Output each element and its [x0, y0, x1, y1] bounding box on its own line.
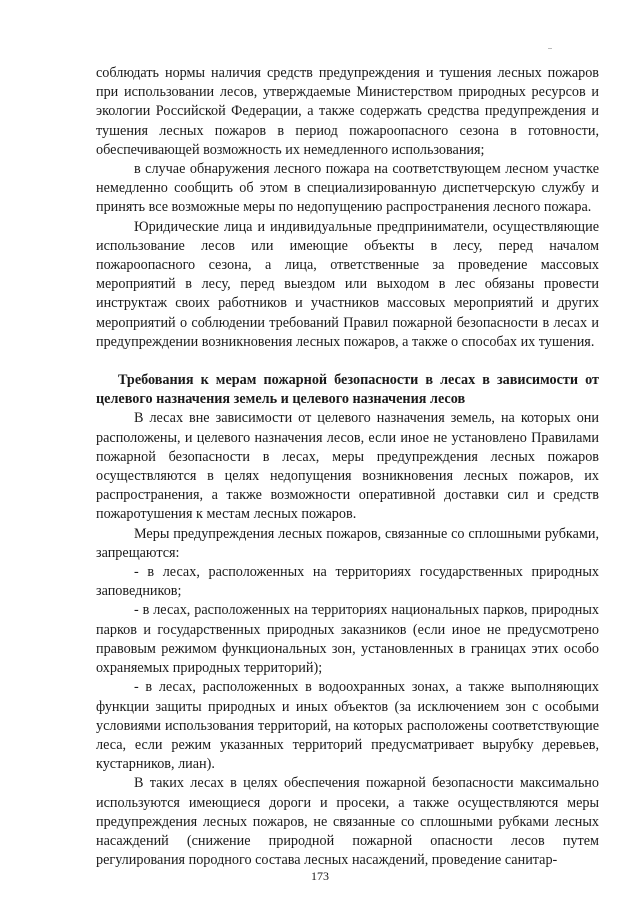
paragraph-fire-equipment: соблюдать нормы наличия средств предупреждения и тушения лесных пожаров при использовании лесов, утверждаемые Министерством природных ресурсов и экологии Российской Федерации, а также содержать средства предупреждения и тушения лесных пожаров в период пожароопасного сезона в готовности, обеспечивающей возможность их немедленного использования;: [96, 65, 599, 158]
section-gap: [96, 352, 599, 371]
list-item-water-zones: - в лесах, расположенных в водоохранных зонах, а также выполняющих функции защиты природных и иных объектов (за исключением зон с особыми условиями использования территорий, на которых расположены соответствующие леса, если режим указанных территорий предусматривает вырубку деревьев, кустарников, лиан).: [96, 679, 599, 773]
paragraph-forest-measures: В лесах вне зависимости от целевого назначения земель, на которых они расположены, и целевого назначения лесов, если иное не установлено Правилами пожарной безопасности в лесах, меры предупреждения лесных пожаров осуществляются в целях недопущения возникновения лесных пожаров, их распространения, а также возможности оперативной доставки сил и средств пожаротушения к местам лесных пожаров.: [96, 410, 599, 523]
document-body: [96, 64, 599, 870]
list-item-national-parks: - в лесах, расположенных на территориях национальных парков, природных парков и государственных природных заказников (если иное не предусмотрено правовым режимом функциональных зон, установленных в границах этих особо охраняемых природных территорий);: [96, 602, 599, 677]
paragraph-roads-clearings: В таких лесах в целях обеспечения пожарной безопасности максимально используются имеющиеся дороги и просеки, а также осуществляются меры предупреждения лесных пожаров, не связанные со сплошными рубками лесных насаждений (снижение природной пожарной опасности лесов путем регулирования породного состава лесных насаждений, проведение санитар-: [96, 775, 599, 869]
paragraph-legal-entities: Юридические лица и индивидуальные предприниматели, осуществляющие использование лесов или имеющие объекты в лесу, перед началом пожароопасного сезона, а лица, ответственные за проведение массовых мероприятий в лесу, перед выездом или выходом в лес обязаны провести инструктаж своих работников и участников массовых мероприятий и других мероприятий о соблюдении требований Правил пожарной безопасности в лесах и предупреждении возникновения лесных пожаров, а также о способах их тушения.: [96, 218, 599, 350]
paragraph-fire-detection: в случае обнаружения лесного пожара на соответствующем лесном участке немедленно сообщить об этом в специализированную диспетчерскую службу и принять все возможные меры по недопущению распространения лесного пожара.: [96, 161, 599, 216]
section-heading: Требования к мерам пожарной безопасности в лесах в зависимости от целевого назначения земель и целевого назначения лесов: [96, 372, 599, 408]
scan-mark: [548, 48, 552, 49]
list-item-reserves: - в лесах, расположенных на территориях государственных природных заповедников;: [96, 564, 599, 600]
paragraph-clear-cutting: Меры предупреждения лесных пожаров, связанные со сплошными рубками, запрещаются:: [96, 525, 599, 561]
page-number: 173: [311, 869, 329, 883]
